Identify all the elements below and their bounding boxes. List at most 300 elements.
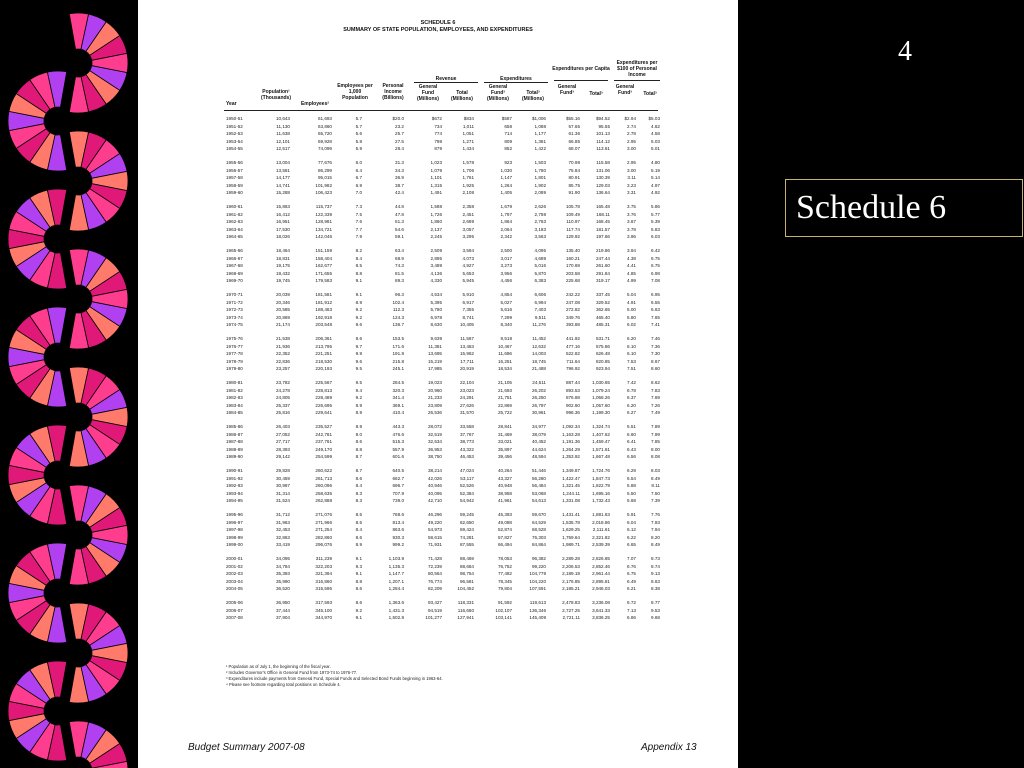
cell-employees-per-1000: 7.6	[355, 219, 362, 225]
cell-revenue-total: 37,767	[459, 431, 474, 437]
cell-year: 1959-60	[226, 190, 243, 196]
cell-personal-income: 28.4	[395, 146, 404, 152]
cell-expenditures-total: 6,606	[534, 292, 546, 297]
cell-per-capita-total: 2,018.86	[592, 519, 610, 525]
cell-per-100-general-fund: 5.88	[627, 483, 636, 489]
cell-year: 1971-72	[226, 299, 243, 305]
cell-per-100-total: 8.67	[651, 358, 660, 364]
cell-per-100-general-fund: 3.76	[627, 211, 636, 217]
header-revenue-group: Revenue	[435, 76, 457, 82]
cell-revenue-general-fund: $672	[431, 116, 442, 121]
cell-per-capita-total: 362.65	[595, 307, 610, 313]
cell-employees-per-1000: 9.4	[355, 387, 362, 393]
cell-expenditures-general-fund: 809	[504, 138, 512, 144]
cell-employees: 65,720	[317, 131, 332, 137]
cell-employees-per-1000: 9.5	[355, 380, 362, 385]
cell-employees-per-1000: 8.7	[355, 468, 362, 473]
cell-employees: 311,239	[315, 556, 332, 561]
cell-revenue-total: 43,322	[459, 446, 474, 452]
cell-population: 19,432	[275, 270, 290, 276]
cell-per-100-general-fund: 6.56	[627, 454, 636, 460]
cell-per-100-total: 8.03	[651, 468, 660, 473]
cell-expenditures-total: 2,089	[534, 190, 546, 196]
cell-revenue-general-fund: 1,079	[430, 167, 442, 173]
cell-employees-per-1000: 8.6	[355, 586, 362, 592]
cell-revenue-total: 17,711	[460, 358, 474, 364]
cell-expenditures-general-fund: 35,897	[497, 446, 512, 452]
cell-per-100-total: 7.39	[651, 498, 660, 504]
cell-personal-income: 284.5	[392, 380, 404, 385]
cell-personal-income: 44.8	[395, 204, 404, 209]
cell-per-capita-general-fund: 247.08	[565, 299, 580, 305]
cell-employees-per-1000: 9.6	[355, 358, 362, 364]
cell-revenue-total: 15,962	[459, 351, 474, 357]
cell-employees-per-1000: 8.9	[355, 542, 362, 548]
cell-revenue-total: 88,469	[459, 556, 474, 561]
cell-per-100-general-fund: 5.00	[627, 307, 636, 313]
cell-per-100-total: 8.11	[651, 483, 660, 489]
cell-population: 13,004	[275, 160, 290, 165]
cell-revenue-total: 96,581	[459, 578, 474, 584]
cell-population: 14,741	[275, 182, 290, 188]
cell-per-capita-total: 1,822.79	[592, 483, 610, 489]
cell-per-capita-general-fund: 711.64	[566, 358, 580, 364]
cell-population: 31,314	[275, 490, 290, 496]
cell-population: 34,784	[275, 563, 290, 569]
cell-revenue-general-fund: 54,973	[427, 527, 442, 533]
cell-revenue-total: 1,761	[462, 175, 474, 181]
cell-expenditures-total: 24,511	[532, 380, 546, 385]
cell-employees-per-1000: 7.3	[355, 204, 362, 209]
cell-expenditures-total: 9,511	[534, 314, 546, 320]
cell-year: 1981-82	[226, 387, 243, 393]
cell-personal-income: 34.3	[395, 167, 404, 173]
cell-employees-per-1000: 8.9	[355, 299, 362, 305]
cell-per-100-total: 5.39	[651, 219, 660, 225]
cell-expenditures-general-fund: 10,467	[497, 343, 512, 349]
cell-personal-income: 1,207.1	[388, 578, 404, 584]
cell-revenue-general-fund: 71,931	[427, 542, 442, 548]
cell-revenue-total: 87,555	[459, 542, 474, 548]
cell-expenditures-general-fund: 78,345	[497, 578, 512, 584]
cell-revenue-total: 1,434	[462, 146, 474, 152]
cell-revenue-total: 62,650	[459, 519, 474, 525]
cell-per-capita-general-fund: 1,244.11	[562, 490, 580, 496]
cell-per-100-total: 6.75	[651, 255, 660, 261]
cell-employees: 321,394	[315, 571, 332, 577]
cell-personal-income: 89.3	[395, 278, 404, 284]
cell-expenditures-total: 26,797	[531, 402, 546, 408]
header-per-capita-total: Total³	[589, 91, 603, 97]
cell-year: 1965-66	[226, 248, 243, 253]
cell-expenditures-general-fund: 103,141	[495, 615, 512, 621]
cell-per-capita-general-fund: 1,163.28	[562, 431, 580, 437]
cell-per-capita-general-fund: 349.76	[565, 314, 580, 320]
cell-per-100-general-fund: 6.76	[627, 563, 636, 569]
cell-employees-per-1000: 8.7	[355, 454, 362, 460]
cell-per-capita-general-fund: 129.92	[565, 234, 580, 240]
cell-year: 1951-52	[226, 123, 243, 129]
cell-revenue-general-fund: 21,233	[427, 395, 442, 401]
cell-per-capita-total: 1,407.62	[592, 431, 610, 437]
cell-expenditures-total: 1,422	[534, 146, 546, 152]
cell-employees: 254,599	[315, 454, 332, 460]
cell-expenditures-total: 1,177	[534, 131, 546, 137]
cell-per-capita-total: 1,571.61	[592, 446, 610, 452]
cell-per-100-total: 6.42	[651, 248, 660, 253]
cell-per-capita-total: 168.11	[596, 211, 610, 217]
cell-per-100-total: 7.83	[651, 387, 660, 393]
cell-per-capita-total: 337.45	[595, 292, 610, 297]
cell-employees-per-1000: 8.6	[355, 475, 362, 481]
fan-ornament	[8, 543, 67, 643]
cell-per-capita-total: 2,321.82	[592, 534, 610, 540]
slide-title: Schedule 6	[785, 179, 1023, 237]
cell-per-capita-total: 1,459.47	[592, 439, 610, 445]
cell-population: 20,585	[275, 307, 290, 313]
cell-population: 25,337	[275, 402, 290, 408]
cell-per-capita-total: 575.86	[595, 343, 610, 349]
cell-population: 27,052	[275, 431, 290, 437]
cell-per-100-total: 7.30	[651, 351, 660, 357]
cell-personal-income: 36.9	[395, 175, 404, 181]
cell-per-capita-total: 2,826.85	[592, 556, 610, 561]
cell-revenue-general-fund: 1,101	[430, 175, 442, 181]
cell-expenditures-general-fund: 3,273	[500, 263, 512, 269]
cell-per-100-total: 8.00	[651, 446, 660, 452]
cell-employees-per-1000: 9.2	[355, 395, 362, 401]
cell-revenue-total: 2,108	[462, 190, 474, 196]
cell-expenditures-general-fund: 49,088	[497, 519, 512, 525]
cell-employees: 115,737	[315, 204, 332, 209]
cell-year: 1989-90	[226, 454, 243, 460]
cell-employees-per-1000: 8.9	[355, 402, 362, 408]
cell-expenditures-total: 84,864	[531, 542, 546, 548]
cell-expenditures-general-fund: 31,469	[497, 431, 512, 437]
cell-population: 21,174	[275, 322, 290, 328]
cell-expenditures-total: 51,446	[531, 468, 546, 473]
cell-expenditures-general-fund: 21,693	[497, 387, 512, 393]
cell-expenditures-total: 7,403	[534, 307, 546, 313]
cell-expenditures-general-fund: 3,956	[500, 270, 512, 276]
cell-population: 27,717	[275, 439, 290, 445]
cell-per-100-general-fund: 6.20	[627, 336, 636, 341]
cell-population: 26,403	[275, 424, 290, 429]
cell-revenue-general-fund: 42,710	[427, 498, 442, 504]
cell-expenditures-total: 44,624	[531, 446, 546, 452]
cell-revenue-general-fund: 46,296	[427, 512, 442, 517]
cell-employees: 322,203	[315, 563, 332, 569]
cell-per-capita-general-fund: 2,289.28	[562, 556, 580, 561]
cell-employees-per-1000: 9.6	[355, 322, 362, 328]
footnote: ³ Expenditures include payments from General Fund, Special Funds and Selected Bond Funds beginning in 1963-64.	[226, 676, 443, 681]
cell-expenditures-general-fund: 7,299	[500, 314, 512, 320]
cell-expenditures-total: 30,961	[531, 410, 546, 416]
cell-employees: 237,761	[315, 439, 332, 445]
cell-per-100-general-fund: 6.10	[627, 343, 636, 349]
cell-per-capita-total: 113.61	[596, 146, 610, 152]
cell-population: 12,517	[275, 146, 290, 152]
cell-employees-per-1000: 8.4	[355, 527, 362, 533]
cell-year: 1968-69	[226, 270, 243, 276]
cell-per-capita-total: 3,836.25	[592, 615, 610, 621]
cell-revenue-total: 11,567	[460, 336, 474, 341]
cell-per-capita-total: 2,895.81	[592, 578, 610, 584]
cell-employees-per-1000: 9.1	[355, 292, 362, 297]
cell-year: 1954-55	[226, 146, 243, 152]
per-capita-group-rule	[554, 80, 608, 81]
cell-revenue-total: 31,570	[459, 410, 474, 416]
cell-revenue-total: 1,925	[462, 182, 474, 188]
cell-expenditures-total: 11,452	[532, 336, 546, 341]
cell-revenue-general-fund: 1,588	[430, 204, 442, 209]
cell-per-capita-general-fund: 117.74	[566, 226, 580, 232]
cell-expenditures-general-fund: 57,827	[497, 534, 512, 540]
cell-per-capita-general-fund: 1,349.87	[562, 468, 580, 473]
header-per-capita-group: Expenditures per Capita	[552, 66, 610, 72]
cell-expenditures-general-fund: 39,456	[497, 454, 512, 460]
cell-per-capita-general-fund: 2,727.25	[562, 607, 580, 613]
cell-population: 29,142	[275, 454, 290, 460]
cell-expenditures-general-fund: 28,841	[497, 424, 512, 429]
cell-per-capita-general-fund: 2,206.53	[562, 563, 580, 569]
cell-per-capita-total: 129.03	[595, 182, 610, 188]
cell-revenue-total: 10,405	[459, 322, 474, 328]
cell-revenue-general-fund: 8,630	[430, 322, 442, 328]
cell-employees: 242,781	[315, 431, 332, 437]
cell-per-capita-total: 247.44	[595, 255, 610, 261]
cell-personal-income: 1,135.3	[388, 563, 404, 569]
cell-expenditures-total: 136,346	[529, 607, 546, 613]
cell-revenue-total: 104,452	[457, 586, 474, 592]
slide-number: 4	[898, 36, 912, 67]
cell-expenditures-general-fund: 1,264	[500, 182, 512, 188]
cell-population: 20,346	[275, 299, 290, 305]
cell-revenue-general-fund: 94,519	[427, 607, 442, 613]
cell-year: 2003-04	[226, 578, 243, 584]
cell-per-capita-general-fund: 2,185.21	[562, 586, 580, 592]
cell-per-capita-total: 485.31	[595, 322, 610, 328]
cell-personal-income: 136.7	[392, 322, 404, 328]
cell-expenditures-general-fund: 1,679	[500, 204, 512, 209]
cell-revenue-total: 23,023	[459, 387, 474, 393]
cell-revenue-general-fund: 42,026	[427, 475, 442, 481]
cell-population: 23,782	[275, 380, 290, 385]
cell-year: 1953-54	[226, 138, 243, 144]
cell-per-capita-general-fund: 105.78	[565, 204, 580, 209]
cell-expenditures-total: 38,079	[531, 431, 546, 437]
cell-expenditures-total: 5,870	[534, 270, 546, 276]
cell-employees-per-1000: 7.5	[355, 211, 362, 217]
cell-year: 1963-64	[226, 226, 243, 232]
cell-per-capita-general-fund: 796.92	[565, 366, 580, 372]
cell-year: 1967-68	[226, 263, 243, 269]
cell-per-100-total: 5.03	[651, 138, 660, 144]
cell-expenditures-total: 48,594	[531, 454, 546, 460]
cell-employees: 188,463	[315, 307, 332, 313]
cell-expenditures-total: 53,068	[531, 490, 546, 496]
cell-revenue-total: 22,104	[459, 380, 474, 385]
cell-expenditures-general-fund: 1,030	[500, 167, 512, 173]
cell-employees: 249,170	[315, 446, 332, 452]
cell-per-100-total: 7.69	[651, 395, 660, 401]
cell-employees: 74,099	[317, 146, 332, 152]
cell-year: 2005-06	[226, 600, 243, 605]
cell-per-capita-general-fund: 876.88	[565, 395, 580, 401]
cell-revenue-total: 38,773	[459, 439, 474, 445]
cell-employees: 218,530	[315, 358, 332, 364]
cell-per-capita-total: 197.66	[595, 234, 610, 240]
cell-population: 19,745	[275, 278, 290, 284]
cell-per-capita-total: 114.12	[596, 138, 610, 144]
cell-per-capita-total: 3,641.33	[592, 607, 610, 613]
decorative-fan-border	[0, 0, 138, 768]
cell-per-capita-general-fund: 1,759.64	[562, 534, 580, 540]
cell-expenditures-total: 119,613	[529, 600, 546, 605]
cell-population: 22,352	[275, 351, 290, 357]
cell-employees-per-1000: 8.6	[355, 534, 362, 540]
cell-per-100-total: 8.74	[651, 563, 660, 569]
cell-per-capita-total: 95.55	[598, 123, 610, 129]
footnote: ¹ Population as of July 1, the beginning of the fiscal year.	[226, 664, 331, 669]
cell-per-capita-total: 2,111.61	[592, 527, 610, 533]
header-revenue-total: Total (Millions)	[451, 90, 473, 102]
cell-revenue-general-fund: 19,023	[427, 380, 442, 385]
cell-per-100-general-fund: 4.91	[627, 299, 636, 305]
cell-employees: 260,622	[315, 468, 332, 473]
cell-per-capita-total: 923.94	[595, 366, 610, 372]
cell-expenditures-general-fund: 852	[504, 146, 512, 152]
header-per-100-income-group: Expenditures per $100 of Personal Income	[616, 60, 658, 78]
cell-employees: 228,489	[315, 395, 332, 401]
cell-per-capita-general-fund: 393.88	[565, 322, 580, 328]
cell-expenditures-general-fund: 1,405	[500, 190, 512, 196]
cell-per-capita-general-fund: 70.98	[568, 160, 580, 165]
cell-personal-income: 601.6	[392, 454, 404, 460]
cell-revenue-total: 52,384	[459, 490, 474, 496]
cell-per-100-general-fund: 2.95	[627, 138, 636, 144]
cell-per-100-general-fund: 5.04	[627, 292, 636, 297]
cell-employees: 122,339	[315, 211, 332, 217]
cell-per-100-total: 8.08	[651, 454, 660, 460]
cell-revenue-general-fund: 4,330	[430, 278, 442, 284]
cell-per-100-general-fund: 3.75	[627, 204, 636, 209]
cell-revenue-general-fund: 80,564	[427, 571, 442, 577]
cell-employees-per-1000: 5.9	[355, 146, 362, 152]
cell-per-100-general-fund: $2.94	[624, 116, 636, 121]
cell-revenue-general-fund: 72,239	[427, 563, 442, 569]
cell-per-capita-general-fund: 61.36	[568, 131, 580, 137]
cell-population: 36,950	[275, 600, 290, 605]
cell-personal-income: 51.3	[395, 219, 404, 225]
header-population: Population¹ (Thousands)	[261, 89, 291, 101]
cell-per-100-general-fund: 2.95	[627, 160, 636, 165]
cell-revenue-general-fund: 11,381	[428, 343, 442, 349]
cell-per-100-total: 9.68	[651, 615, 660, 621]
cell-employees-per-1000: 5.7	[355, 123, 362, 129]
cell-per-capita-general-fund: 477.16	[565, 343, 580, 349]
cell-per-capita-general-fund: 2,189.19	[562, 571, 580, 577]
cell-expenditures-general-fund: 43,327	[497, 475, 512, 481]
cell-revenue-general-fund: 5,395	[430, 299, 442, 305]
cell-revenue-total: 5,653	[462, 270, 474, 276]
cell-expenditures-total: 1,801	[534, 175, 546, 181]
cell-employees-per-1000: 6.7	[355, 175, 362, 181]
cell-revenue-total: 6,917	[462, 299, 474, 305]
cell-year: 1988-89	[226, 446, 243, 452]
footer-left: Budget Summary 2007-08	[188, 742, 305, 753]
cell-personal-income: 63.4	[395, 248, 404, 253]
header-year: Year	[226, 101, 237, 107]
cell-employees: 162,677	[315, 263, 332, 269]
cell-population: 20,869	[275, 314, 290, 320]
cell-expenditures-general-fund: 45,393	[497, 512, 512, 517]
cell-per-capita-total: 3,236.08	[592, 600, 610, 605]
cell-personal-income: 1,502.8	[388, 615, 404, 621]
cell-employees: 158,404	[315, 255, 332, 261]
header-revenue-general-fund: General Fund (Millions)	[417, 84, 439, 102]
cell-personal-income: 476.6	[392, 431, 404, 437]
cell-personal-income: 215.8	[392, 358, 404, 364]
fan-ornament	[69, 13, 128, 113]
cell-population: 23,257	[275, 366, 290, 372]
cell-expenditures-total: 40,452	[531, 439, 546, 445]
fan-ornament	[69, 367, 128, 467]
cell-per-100-general-fund: 6.78	[627, 387, 636, 393]
cell-year: 1973-74	[226, 314, 243, 320]
cell-employees: 61,693	[317, 116, 332, 121]
cell-expenditures-general-fund: 2,064	[500, 226, 512, 232]
cell-per-capita-general-fund: 170.69	[565, 263, 580, 269]
cell-per-capita-general-fund: 160.21	[565, 255, 580, 261]
cell-per-capita-general-fund: 2,478.83	[562, 600, 580, 605]
cell-per-100-total: 8.49	[651, 475, 660, 481]
cell-per-100-total: 9.13	[651, 571, 660, 577]
cell-year: 1980-81	[226, 380, 243, 385]
cell-per-capita-general-fund: 91.90	[568, 190, 580, 196]
cell-population: 13,581	[275, 167, 290, 173]
cell-expenditures-total: 2,626	[534, 204, 546, 209]
cell-expenditures-general-fund: 4,456	[500, 278, 512, 284]
cell-year: 2004-05	[226, 586, 243, 592]
cell-per-capita-general-fund: 110.97	[566, 219, 580, 225]
cell-per-capita-total: 2,961.44	[592, 571, 610, 577]
cell-per-capita-general-fund: 441.92	[565, 336, 580, 341]
cell-personal-income: 25.7	[395, 131, 404, 137]
cell-revenue-total: 53,117	[460, 475, 474, 481]
cell-year: 1957-58	[226, 175, 243, 181]
cell-expenditures-general-fund: 1,797	[500, 211, 512, 217]
cell-year: 1970-71	[226, 292, 243, 297]
cell-year: 2000-01	[226, 556, 243, 561]
cell-employees-per-1000: 9.1	[355, 571, 362, 577]
cell-employees-per-1000: 5.6	[355, 131, 362, 137]
cell-revenue-general-fund: 1,726	[430, 211, 442, 217]
cell-revenue-total: 4,073	[462, 255, 474, 261]
cell-population: 31,524	[275, 498, 290, 504]
cell-per-100-general-fund: 6.51	[627, 424, 636, 429]
cell-year: 1985-86	[226, 424, 243, 429]
cell-per-100-total: 7.94	[651, 527, 660, 533]
cell-expenditures-total: 6,994	[534, 299, 546, 305]
cell-employees-per-1000: 5.7	[355, 116, 362, 121]
fan-ornament	[8, 71, 67, 171]
cell-expenditures-total: 104,220	[529, 578, 546, 584]
cell-personal-income: 1,103.9	[388, 556, 404, 561]
cell-expenditures-general-fund: 38,958	[497, 490, 512, 496]
cell-year: 1975-76	[226, 336, 243, 341]
cell-population: 17,530	[275, 226, 290, 232]
